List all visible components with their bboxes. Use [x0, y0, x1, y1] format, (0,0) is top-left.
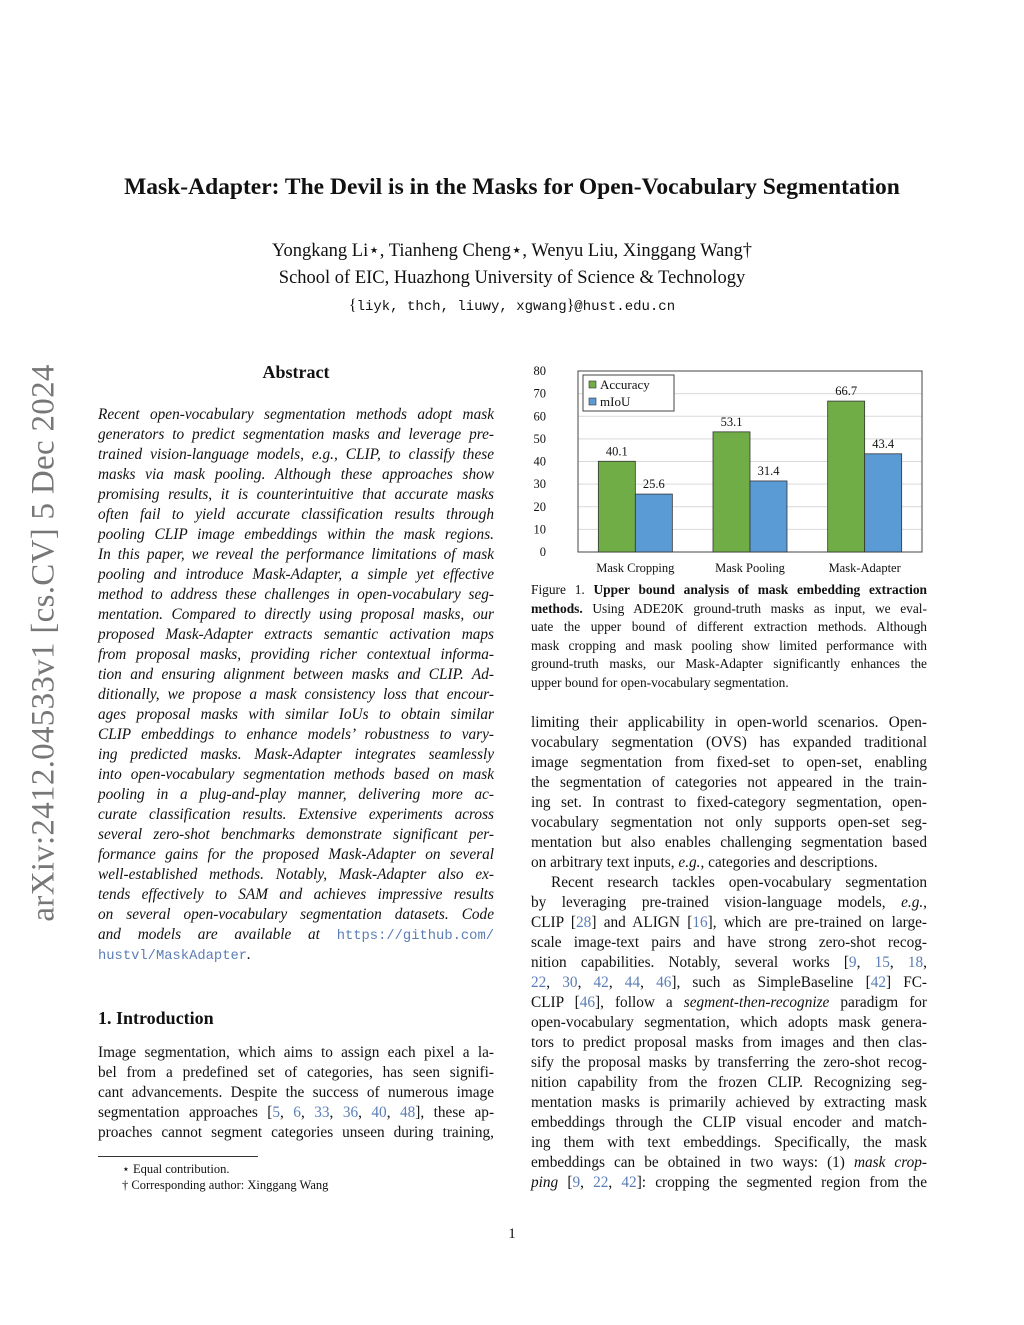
- bar: [635, 494, 672, 552]
- citation-link[interactable]: 30: [562, 974, 578, 991]
- body-line: ping [9, 22, 42]: cropping the segmented region from the: [531, 1174, 927, 1191]
- caption-text: Using ADE20K ground-truth masks as input, we eval-: [592, 600, 927, 616]
- footnote-corresponding-author: † Corresponding author: Xinggang Wang: [122, 1178, 329, 1192]
- abstract-line: mentation. Compared to directly using proposal masks, our: [98, 606, 494, 623]
- body-text: ], follow a: [595, 994, 673, 1011]
- arxiv-stamp-text: arXiv:2412.04533v1 [cs.CV] 5 Dec 2024: [25, 363, 62, 922]
- citation-link[interactable]: 42: [593, 974, 609, 991]
- body-text: CLIP [: [531, 994, 580, 1011]
- x-category-label: Mask Cropping: [596, 561, 675, 575]
- arxiv-identifier-stamp: [24, 360, 64, 925]
- y-tick-label: 80: [533, 364, 546, 378]
- abstract-heading: Abstract: [262, 362, 330, 382]
- citation-link[interactable]: 48: [399, 1104, 416, 1121]
- bar: [750, 481, 787, 552]
- bar: [598, 461, 635, 552]
- data-label: 43.4: [872, 436, 895, 451]
- footnote-equal-contribution: ⋆ Equal contribution.: [122, 1162, 230, 1176]
- body-line: [531, 1153, 927, 1173]
- body-line: sify the proposal masks by transferring the zero-shot recog-: [531, 1054, 927, 1071]
- abstract-line: generators to predict segmentation masks and leverage pre-: [98, 426, 494, 443]
- email-domain: @hust.edu.cn: [574, 299, 676, 315]
- intro-line: proaches cannot segment categories unseen during training,: [98, 1124, 494, 1141]
- citation-link[interactable]: 9: [572, 1174, 581, 1191]
- body-line: nition capability from the frozen CLIP. Recognizing seg-: [531, 1074, 927, 1091]
- abstract-line: formance gains for the proposed Mask-Adapter on several: [98, 846, 494, 863]
- body-line: scale image-text pairs and have strong zero-shot recog-: [531, 934, 927, 951]
- abstract-line: on several open-vocabulary segmentation datasets. Code: [98, 906, 494, 923]
- footnotes: [122, 1161, 328, 1193]
- y-tick-label: 40: [533, 454, 546, 469]
- body-line: [531, 893, 927, 913]
- body-line: mentation but also enables challenging segmentation based: [531, 834, 927, 851]
- citation-link[interactable]: 42: [870, 974, 886, 991]
- y-tick-label: 60: [533, 409, 546, 424]
- x-category-label: Mask Pooling: [715, 561, 785, 575]
- legend-swatch: [589, 381, 596, 388]
- citation-link[interactable]: 16: [692, 914, 708, 931]
- body-text: ] and ALIGN [: [591, 914, 693, 931]
- data-label: 66.7: [835, 384, 858, 399]
- caption-line: [531, 600, 927, 619]
- figure-1-caption: [531, 581, 927, 692]
- legend-label: Accuracy: [600, 377, 650, 392]
- body-text: ]: cropping the segmented region from the: [636, 1174, 927, 1191]
- intro-line: Image segmentation, which aims to assign each pixel a la-: [98, 1044, 494, 1061]
- body-line: ing them with text embeddings. Specifically, the mask: [531, 1134, 927, 1151]
- abstract-line: ages proposal masks with similar IoUs to obtain similar: [98, 706, 494, 723]
- introduction-body: [98, 1043, 494, 1143]
- citation-link[interactable]: 40: [371, 1104, 387, 1121]
- data-label: 40.1: [605, 444, 628, 459]
- caption-label: Figure 1.: [531, 582, 585, 597]
- abstract-line: masks via mask pooling. Although these approaches show: [98, 466, 494, 483]
- abstract-line: proposed Mask-Adapter extracts semantic activation maps: [98, 626, 494, 643]
- caption-bold-title-end: methods.: [531, 600, 583, 616]
- abstract-line: from proposal masks, providing richer contextual informa-: [98, 646, 494, 663]
- author-emails: [0, 297, 1024, 315]
- abstract-line: tion and ensuring alignment between masks and CLIP. Ad-: [98, 666, 494, 683]
- body-text: paradigm for: [840, 994, 928, 1011]
- abstract-code-text: and models are available at: [98, 926, 320, 943]
- body-text: ,: [923, 894, 927, 911]
- eg-italic: e.g.: [901, 894, 924, 911]
- intro-line: cant advancements. Despite the success of numerous image: [98, 1084, 494, 1101]
- abstract-line: method to address these challenges in open-vocabulary seg-: [98, 586, 494, 603]
- intro-line: bel from a predefined set of categories, has seen signifi-: [98, 1064, 494, 1081]
- y-tick-label: 30: [533, 477, 546, 492]
- body-line: [531, 853, 927, 873]
- body-line: Recent research tackles open-vocabulary segmentation: [551, 874, 927, 891]
- abstract-line: trained vision-language models, e.g., CLIP, to classify these: [98, 446, 494, 463]
- data-label: 25.6: [642, 477, 665, 492]
- bar: [828, 401, 865, 552]
- citation-link[interactable]: 15: [874, 954, 890, 971]
- body-line: nition capabilities. Notably, several works [9, 15, 18,: [531, 954, 927, 971]
- body-text: , categories and descriptions.: [700, 854, 878, 871]
- body-line: open-vocabulary segmentation, which adopts mask genera-: [531, 1014, 927, 1031]
- intro-line: segmentation approaches [5, 6, 33, 36, 40, 48], these ap-: [98, 1104, 495, 1121]
- caption-bold-title: Upper bound analysis of mask embedding extraction: [593, 582, 927, 597]
- abstract-line: Recent open-vocabulary segmentation methods adopt mask: [98, 406, 494, 423]
- body-line: vocabulary segmentation (OVS) has expanded traditional: [531, 734, 927, 751]
- abstract-line: In this paper, we reveal the performance limitations of mask: [98, 546, 494, 563]
- citation-link[interactable]: 46: [579, 994, 596, 1011]
- body-text: ], such as SimpleBaseline [: [671, 974, 871, 991]
- abstract-line: tends effectively to SAM and achieves impressive results: [98, 886, 494, 903]
- abstract-line: CLIP embeddings to enhance models’ robustness to vary-: [98, 726, 494, 743]
- bar: [713, 432, 750, 552]
- abstract-line: ing predicted masks. Mask-Adapter integrates seamlessly: [98, 746, 494, 763]
- right-column-body: [531, 713, 927, 1193]
- body-text: on arbitrary text inputs,: [531, 854, 675, 871]
- body-line: [531, 913, 927, 933]
- citation-link[interactable]: 5: [272, 1104, 281, 1121]
- citation-link[interactable]: 9: [848, 954, 857, 971]
- email-names: liyk, thch, liuwy, xgwang: [356, 299, 567, 315]
- abstract-line: ditionally, we propose a mask consistency loss that encour-: [98, 686, 494, 703]
- body-line: 22, 30, 42, 44, 46], such as SimpleBaseline [42] FC-: [531, 974, 928, 991]
- citation-link[interactable]: 33: [314, 1104, 330, 1121]
- body-line: image segmentation from fixed-set to open-set, enabling: [531, 754, 927, 771]
- legend-swatch: [589, 398, 596, 405]
- body-line: the segmentation of categories not appeared in the train-: [531, 774, 927, 791]
- abstract-line: [98, 945, 494, 965]
- section-heading-introduction: 1. Introduction: [98, 1008, 214, 1028]
- paradigm-italic: segment-then-recognize: [683, 994, 830, 1011]
- eg-italic: e.g.: [678, 854, 701, 871]
- paper-title: Mask-Adapter: The Devil is in the Masks for Open-Vocabulary Segmentation: [124, 174, 900, 200]
- citation-link[interactable]: 28: [576, 914, 592, 931]
- affiliation: School of EIC, Huazhong University of Science & Technology: [278, 268, 746, 288]
- abstract-line: several zero-shot benchmarks demonstrate significant per-: [98, 826, 494, 843]
- github-link-continued[interactable]: hustvl/MaskAdapter: [98, 949, 248, 964]
- body-line: embeddings through the CLIP visual encoder and match-: [531, 1114, 927, 1131]
- body-line: tors to predict proposal masks from images and then clas-: [531, 1034, 927, 1051]
- y-tick-label: 70: [533, 386, 546, 401]
- bar: [865, 454, 902, 552]
- citation-link[interactable]: 46: [656, 974, 672, 991]
- body-text: by leveraging pre-trained vision-language models,: [531, 894, 886, 911]
- body-text: [: [567, 1174, 573, 1191]
- body-line: limiting their applicability in open-world scenarios. Open-: [531, 714, 927, 731]
- abstract-line: promising results, it is counterintuitive that accurate masks: [98, 486, 494, 503]
- body-text: nition capabilities. Notably, several works [: [531, 954, 849, 971]
- body-line: mentation masks is primarily achieved by extracting mask: [531, 1094, 927, 1111]
- caption-line: upper bound for open-vocabulary segmentation.: [531, 674, 789, 690]
- abstract-line: often fail to yield accurate classification results through: [98, 506, 494, 523]
- citation-link[interactable]: 22: [593, 1174, 609, 1191]
- caption-line: mask cropping and mask pooling show limited performance with: [531, 637, 927, 653]
- citation-link[interactable]: 18: [907, 954, 924, 971]
- email-open-brace: {: [348, 297, 357, 314]
- github-link[interactable]: https://github.com/: [336, 929, 494, 944]
- abstract-line: pooling in a plug-and-play manner, delivering more ac-: [98, 786, 494, 803]
- citation-link[interactable]: 6: [293, 1104, 301, 1121]
- body-text: embeddings can be obtained in two ways: (1): [531, 1154, 845, 1171]
- y-tick-label: 20: [533, 499, 546, 514]
- figure-1-bar-chart: [530, 360, 926, 578]
- caption-line: ground-truth masks, our Mask-Adapter significantly enhances the: [531, 656, 927, 671]
- intro-text: segmentation approaches [: [98, 1104, 273, 1121]
- body-text: CLIP [: [531, 914, 577, 931]
- abstract-line: pooling and introduce Mask-Adapter, a simple yet effective: [98, 566, 494, 583]
- mask-cropping-italic: mask crop-: [853, 1154, 927, 1171]
- citation-link[interactable]: 22: [531, 974, 547, 991]
- mask-cropping-italic: ping: [531, 1174, 559, 1191]
- abstract-body: [98, 405, 494, 965]
- data-label: 53.1: [720, 414, 743, 429]
- abstract-line: [98, 925, 494, 945]
- body-text: ] FC-: [886, 974, 928, 991]
- body-line: [531, 993, 927, 1013]
- y-tick-label: 50: [533, 431, 546, 446]
- body-text: ,: [923, 954, 927, 971]
- intro-text: ], these ap-: [415, 1104, 495, 1121]
- data-label: 31.4: [757, 463, 780, 478]
- page-number: 1: [508, 1226, 516, 1242]
- body-line: ing set. In contrast to fixed-category segmentation, open-: [531, 794, 927, 811]
- body-text: ], which are pre-trained on large-: [707, 914, 928, 931]
- x-category-label: Mask-Adapter: [828, 561, 901, 575]
- caption-line: [531, 581, 927, 600]
- abstract-line: well-established methods. Notably, Mask-Adapter also ex-: [98, 866, 494, 883]
- citation-link[interactable]: 36: [342, 1104, 359, 1121]
- y-tick-label: 0: [539, 545, 546, 559]
- caption-line: uate the upper bound of different extraction methods. Although: [531, 619, 927, 634]
- body-line: vocabulary segmentation not only supports open-set seg-: [531, 814, 927, 831]
- abstract-end-period: .: [247, 946, 251, 963]
- email-close-brace: }: [566, 297, 575, 314]
- citation-link[interactable]: 42: [621, 1174, 637, 1191]
- citation-link[interactable]: 44: [624, 974, 641, 991]
- footnote-rule: [98, 1156, 258, 1157]
- y-tick-label: 10: [533, 522, 546, 537]
- abstract-line: pooling CLIP image embeddings within the mask regions.: [98, 526, 494, 543]
- abstract-line: into open-vocabulary segmentation methods based on mask: [98, 766, 494, 783]
- legend-label: mIoU: [600, 394, 631, 409]
- author-list: Yongkang Li⋆, Tianheng Cheng⋆, Wenyu Liu, Xinggang Wang†: [271, 241, 753, 261]
- abstract-line: curate classification results. Extensive experiments across: [98, 806, 494, 823]
